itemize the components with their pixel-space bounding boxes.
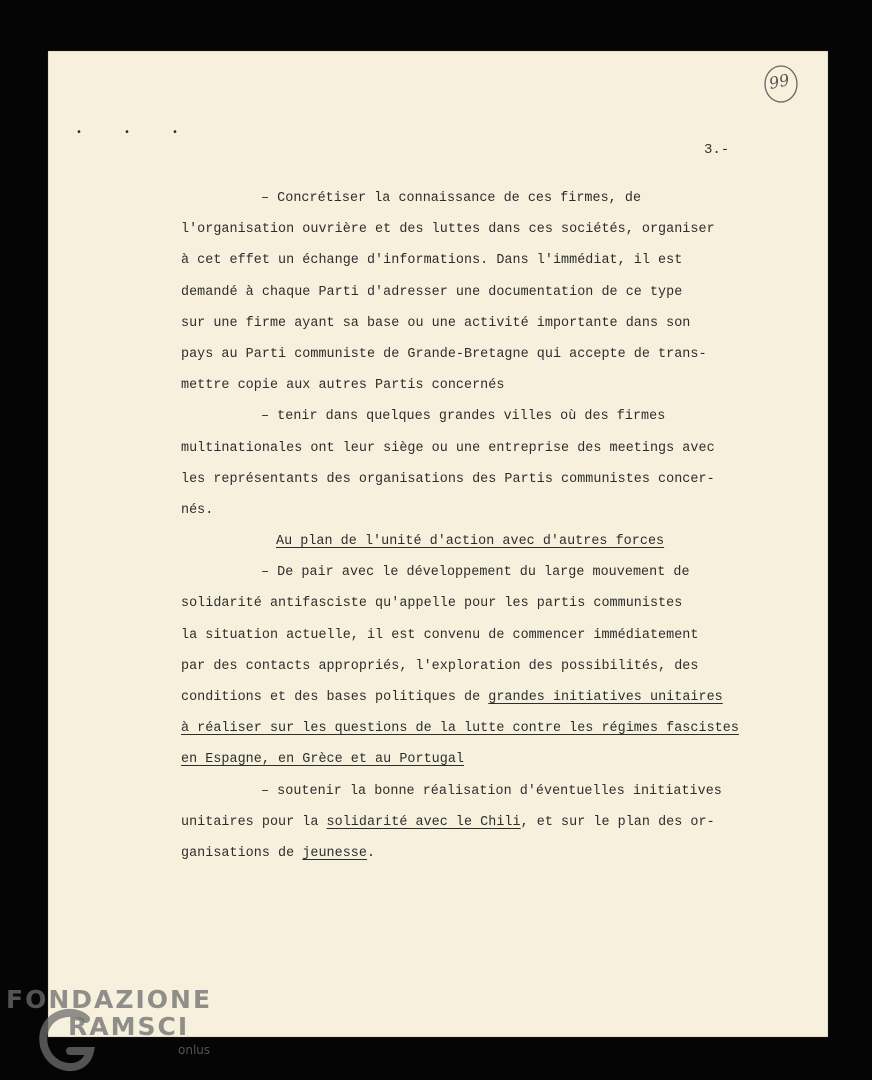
- text-line: – soutenir la bonne réalisation d'éventuelles initiatives: [261, 783, 722, 799]
- text-line: mettre copie aux autres Partis concernés: [181, 378, 505, 394]
- text-line: demandé à chaque Parti d'adresser une documentation de ce type: [181, 284, 683, 300]
- text-span: conditions et des bases politiques de: [181, 690, 489, 705]
- text-line: pays au Parti communiste de Grande-Bretagne qui accepte de trans-: [181, 346, 707, 362]
- text-span: unitaires pour la: [181, 814, 327, 830]
- text-line: la situation actuelle, il est convenu de commencer immédiatement: [181, 627, 699, 643]
- watermark-sub: onlus: [178, 1043, 211, 1057]
- folio-stamp: [761, 64, 801, 104]
- underlined-line: en Espagne, en Grèce et au Portugal: [181, 752, 464, 768]
- page-number: 3.-: [704, 142, 730, 158]
- text-span: , et sur le plan des or-: [520, 814, 715, 830]
- text-line: [181, 682, 801, 713]
- watermark-line1: FONDAZIONE: [6, 985, 213, 1014]
- text-line: – Concrétiser la connaissance de ces firmes, de: [261, 191, 642, 206]
- text-line: – tenir dans quelques grandes villes où des firmes: [261, 409, 666, 425]
- watermark-line2: RAMSCI: [68, 1012, 190, 1041]
- document-page: [48, 51, 828, 1037]
- text-line: sur une firme ayant sa base ou une activité importante dans son: [181, 315, 691, 331]
- text-line: nés.: [181, 502, 214, 518]
- text-line: les représentants des organisations des Partis communistes concer-: [181, 471, 715, 487]
- underlined-line: à réaliser sur les questions de la lutte contre les régimes fascistes: [181, 721, 739, 737]
- text-span: .: [366, 845, 376, 861]
- text-line: à cet effet un échange d'informations. Dans l'immédiat, il est: [181, 253, 683, 269]
- section-heading: Au plan de l'unité d'action avec d'autres forces: [276, 534, 665, 550]
- text-line: par des contacts appropriés, l'exploration des possibilités, des: [181, 658, 699, 674]
- underlined-span: solidarité avec le Chili: [326, 814, 521, 830]
- folio-number: 99: [767, 70, 792, 93]
- text-span: ganisations de: [181, 845, 303, 861]
- text-line: [181, 807, 801, 838]
- margin-mark: • • •: [76, 128, 197, 139]
- text-line: – De pair avec le développement du large mouvement de: [261, 565, 690, 581]
- underlined-span: grandes initiatives unitaires: [488, 690, 723, 705]
- text-line: solidarité antifasciste qu'appelle pour les partis communistes: [181, 596, 683, 612]
- text-line: multinationales ont leur siège ou une entreprise des meetings avec: [181, 440, 715, 456]
- body-text: [181, 183, 801, 869]
- text-line: l'organisation ouvrière et des luttes dans ces sociétés, organiser: [181, 222, 715, 238]
- text-line: [181, 838, 801, 869]
- underlined-span: jeunesse: [302, 845, 367, 861]
